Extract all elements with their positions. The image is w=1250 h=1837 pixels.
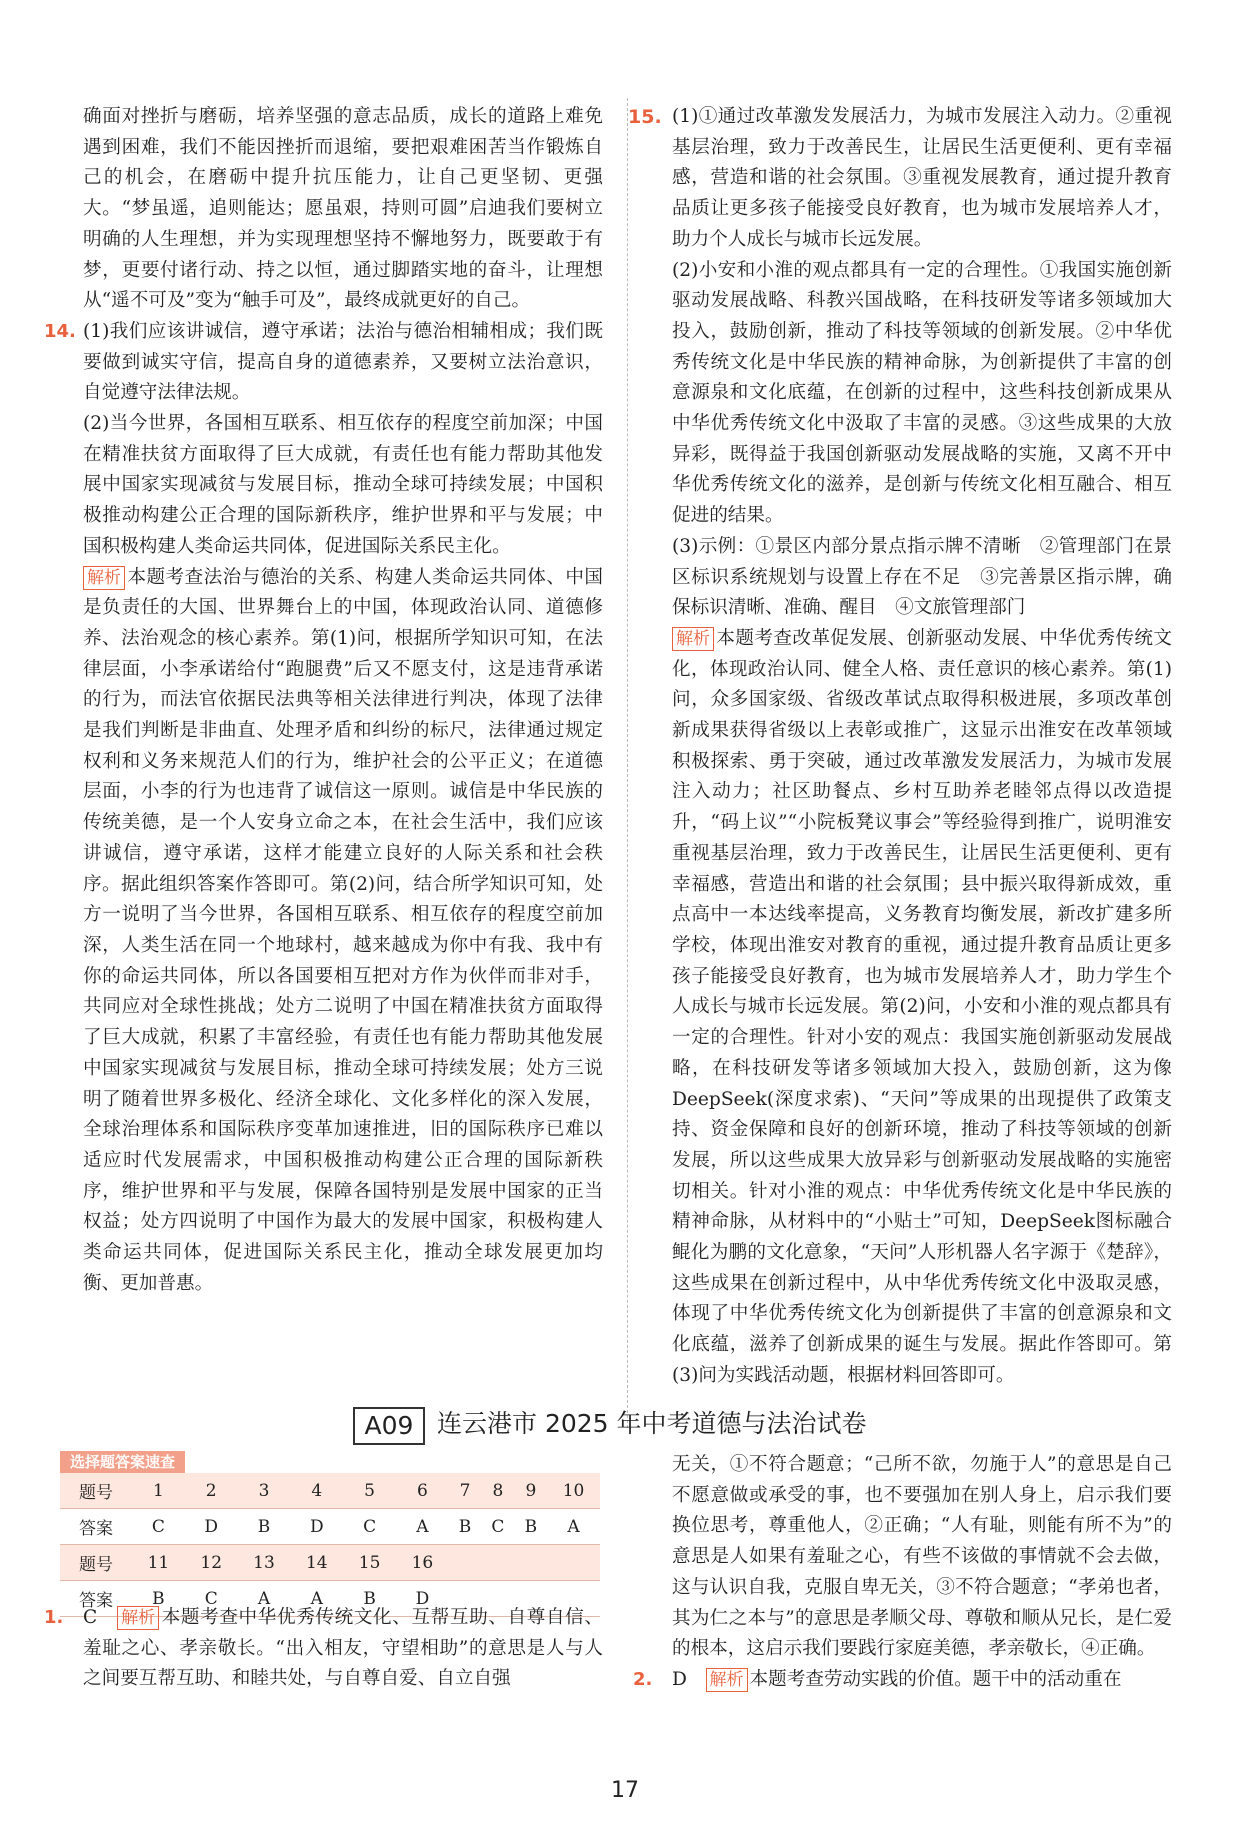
analysis-label: 解析 (117, 1606, 159, 1630)
answer-cell: C (132, 1509, 185, 1545)
question-cell: 8 (481, 1473, 515, 1509)
table-row (60, 1509, 600, 1545)
question-cell: 1 (132, 1473, 185, 1509)
analysis-label: 解析 (672, 627, 714, 651)
table-row (60, 1473, 600, 1509)
question-14 (44, 317, 603, 1300)
answer-cell: A (396, 1509, 449, 1545)
question-cell: 9 (515, 1473, 547, 1509)
answer-cell: C (481, 1509, 515, 1545)
column-divider (627, 98, 628, 1428)
section-code: A09 (353, 1407, 425, 1445)
q15-part2: (2)小安和小淮的观点都具有一定的合理性。①我国实施创新驱动发展战略、科教兴国战略，在科技研发等诸多领域加大投入，鼓励创新，推动了科技等领域的创新发展。②中华优秀传统文化是中华民族的精神命脉，为创新提供了丰富的创意源泉和文化底蕴，在创新的过程中，这些科技创新成果从中华优秀传统文化中汲取了丰富的灵感。③这些成果的大放异彩，既得益于我国创新驱动发展战略的实施，又离不开中华优秀传统文化的滋养，是创新与传统文化相互融合、相互促进的结果。 (672, 259, 1172, 527)
question-header: 题号 (60, 1545, 132, 1581)
answer-cell: D (290, 1509, 343, 1545)
question-15 (628, 102, 1172, 1392)
q2-answer: D (672, 1668, 687, 1690)
answer-cell: B (238, 1509, 291, 1545)
answer-cell: B (343, 1581, 396, 1617)
answer-table-label: 选择题答案速查 (60, 1451, 185, 1473)
q14-part1: (1)我们应该讲诚信，遵守承诺；法治与德治相辅相成；我们既要做到诚实守信，提高自身的道德素养，又要树立法治意识，自觉遵守法律法规。 (83, 320, 603, 404)
answer-cell: C (185, 1581, 238, 1617)
analysis-label: 解析 (83, 566, 125, 590)
answer-header: 答案 (60, 1581, 132, 1617)
answer-cell: D (396, 1581, 449, 1617)
q1-answer: C (83, 1607, 98, 1628)
left-column (44, 102, 603, 1299)
question-cell: 2 (185, 1473, 238, 1509)
q1-analysis-text: 本题考查中华优秀传统文化、互帮互助、自尊自信、羞耻之心、孝亲敬长。“出入相友，守望相助”的意思是人与人之间要互帮互助、和睦共处，与自尊自爱、自立自强 (83, 1607, 603, 1690)
answer-cell: B (132, 1581, 185, 1617)
question-cell: 3 (238, 1473, 291, 1509)
question-header: 题号 (60, 1473, 132, 1509)
section-title (353, 1405, 913, 1445)
q15-analysis-text: 本题考查改革促发展、创新驱动发展、中华优秀传统文化，体现政治认同、健全人格、责任意识的核心素养。第(1)问，众多国家级、省级改革试点取得积极进展，多项改革创新成果获得省级以上表彰或推广，这显示出淮安在改革领域积极探索、勇于突破，通过改革激发发展活力，为城市发展注入动力；社区助餐点、乡村互助养老睦邻点得以改造提升，“码上议”“小院板凳议事会”等经验得到推广，说明淮安重视基层治理，致力于改善民生，让居民生活更便利、更有幸福感，营造出和谐的社会氛围；县中振兴取得新成效，重点高中一本达线率提高，义务教育均衡发展，新改扩建多所学校，体现出淮安对教育的重视，通过提升教育品质让更多孩子能接受良好教育，也为城市发展培养人才，助力学生个人成长与城市长远发展。第(2)问，小安和小淮的观点都具有一定的合理性。针对小安的观点：我国实施创新驱动发展战略，在科技研发等诸多领域加大投入，鼓励创新，这为像DeepSeek(深度求索)、“天问”等成果的出现提供了政策支持、资金保障和良好的创新环境，推动了科技等领域的创新发展，所以这些成果大放异彩与创新驱动发展战略的实施密切相关。针对小淮的观点：中华优秀传统文化是中华民族的精神命脉，从材料中的“小贴士”可知，DeepSeek图标融合鲲化为鹏的文化意象，“天问”人形机器人名字源于《楚辞》，这些成果在创新过程中，从中华优秀传统文化中汲取灵感，体现了中华优秀传统文化为创新提供了丰富的创意源泉和文化底蕴，滋养了创新成果的诞生与发展。据此作答即可。第(3)问为实践活动题，根据材料回答即可。 (672, 627, 1172, 1386)
answer-cell: A (290, 1581, 343, 1617)
question-1-number: 1. (44, 1607, 64, 1628)
q14-analysis-text: 本题考查法治与德治的关系、构建人类命运共同体、中国是负责任的大国、世界舞台上的中国，体现政治认同、道德修养、法治观念的核心素养。第(1)问，根据所学知识可知，在法律层面，小李承诺给付“跑腿费”后又不愿支付，这是违背承诺的行为，而法官依据民法典等相关法律进行判决，体现了法律是我们判断是非曲直、处理矛盾和纠纷的标尺，法律通过规定权利和义务来规范人们的行为，维护社会的公平正义；在道德层面，小李的行为也违背了诚信这一原则。诚信是中华民族的传统美德，是一个人安身立命之本，在社会生活中，我们应该讲诚信，遵守承诺，这样才能建立良好的人际关系和社会秩序。据此组织答案作答即可。第(2)问，结合所学知识可知，处方一说明了当今世界，各国相互联系、相互依存的程度空前加深，人类生活在同一个地球村，越来越成为你中有我、我中有你的命运共同体，所以各国要相互把对方作为伙伴而非对手，共同应对全球性挑战；处方二说明了中国在精准扶贫方面取得了巨大成就，积累了丰富经验，有责任也有能力帮助其他发展中国家实现减贫与发展目标，推动全球可持续发展；处方三说明了随着世界多极化、经济全球化、文化多样化的深入发展，全球治理体系和国际秩序变革加速推进，旧的国际秩序已难以适应时代发展需求，中国积极推动构建公正合理的国际新秩序，维护世界和平与发展，保障各国特别是发展中国家的正当权益；处方四说明了中国作为最大的发展中国家，积极构建人类命运共同体，促进国际关系民主化，推动全球发展更加均衡、更加普惠。 (83, 566, 603, 1294)
q2-analysis-text: 本题考查劳动实践的价值。题干中的活动重在 (749, 1668, 1122, 1690)
answer-header: 答案 (60, 1509, 132, 1545)
question-cell: 4 (290, 1473, 343, 1509)
question-2 (633, 1665, 1172, 1696)
question-cell: 15 (343, 1545, 396, 1581)
q15-analysis (672, 624, 1172, 1392)
answer-cell: D (185, 1509, 238, 1545)
bottom-right-block (633, 1450, 1172, 1696)
q1-continuation: 无关，①不符合题意；“己所不欲，勿施于人”的意思是自己不愿意做或承受的事，也不要强加在别人身上，启示我们要换位思考，尊重他人，②正确；“人有耻，则能有所不为”的意思是人如果有羞耻之心，有些不该做的事情就不会去做，这与认识自我，克服自卑无关，③不符合题意；“孝弟也者，其为仁之本与”的意思是孝顺父母、尊敬和顺从兄长，是仁爱的根本，这启示我们要践行家庭美德，孝亲敬长，④正确。 (672, 1454, 1172, 1660)
question-cell: 12 (185, 1545, 238, 1581)
question-cell: 13 (238, 1545, 291, 1581)
answer-cell: A (238, 1581, 291, 1617)
right-column (628, 102, 1172, 1392)
question-cell: 6 (396, 1473, 449, 1509)
q15-part3: (3)示例：①景区内部分景点指示牌不清晰 ②管理部门在景区标识系统规划与设置上存在不足 ③完善景区指示牌，确保标识清晰、准确、醒目 ④文旅管理部门 (672, 535, 1172, 619)
q14-analysis (83, 563, 603, 1300)
question-2-number: 2. (633, 1668, 653, 1690)
analysis-label: 解析 (706, 1668, 748, 1692)
q15-part1: (1)①通过改革激发发展活力，为城市发展注入动力。②重视基层治理，致力于改善民生，让居民生活更便利、更有幸福感，营造和谐的社会氛围。③重视发展教育，通过提升教育品质让更多孩子能接受良好教育，也为城市发展培养人才，助力个人成长与城市长远发展。 (672, 106, 1172, 250)
bottom-left-block (44, 1603, 603, 1695)
section-title-text: 连云港市 2025 年中考道德与法治试卷 (437, 1409, 867, 1438)
question-15-number: 15. (628, 106, 662, 128)
question-cell: 16 (396, 1545, 449, 1581)
answer-cell: B (515, 1509, 547, 1545)
page-number: 17 (611, 1778, 639, 1803)
question-1 (44, 1603, 603, 1695)
question-cell: 14 (290, 1545, 343, 1581)
intro-paragraph: 确面对挫折与磨砺，培养坚强的意志品质，成长的道路上难免遇到困难，我们不能因挫折而退缩，要把艰难困苦当作锻炼自己的机会，在磨砺中提升抗压能力，让自己更坚韧、更强大。“梦虽遥，追则能达；愿虽艰，持则可圆”启迪我们要树立明确的人生理想，并为实现理想坚持不懈地努力，既要敢于有梦，更要付诸行动、持之以恒，通过脚踏实地的奋斗，让理想从“遥不可及”变为“触手可及”，最终成就更好的自己。 (83, 106, 603, 312)
answer-table (60, 1473, 600, 1617)
answer-cell: B (449, 1509, 481, 1545)
question-14-number: 14. (44, 320, 76, 342)
question-cell: 5 (343, 1473, 396, 1509)
table-row (60, 1545, 600, 1581)
q14-part2: (2)当今世界，各国相互联系、相互依存的程度空前加深；中国在精准扶贫方面取得了巨大成就，有责任也有能力帮助其他发展中国家实现减贫与发展目标，推动全球可持续发展；中国积极推动构建公正合理的国际新秩序，维护世界和平与发展；中国积极构建人类命运共同体，促进国际关系民主化。 (83, 413, 603, 557)
question-cell: 11 (132, 1545, 185, 1581)
question-cell: 10 (547, 1473, 600, 1509)
answer-cell: C (343, 1509, 396, 1545)
question-cell: 7 (449, 1473, 481, 1509)
answer-cell: A (547, 1509, 600, 1545)
